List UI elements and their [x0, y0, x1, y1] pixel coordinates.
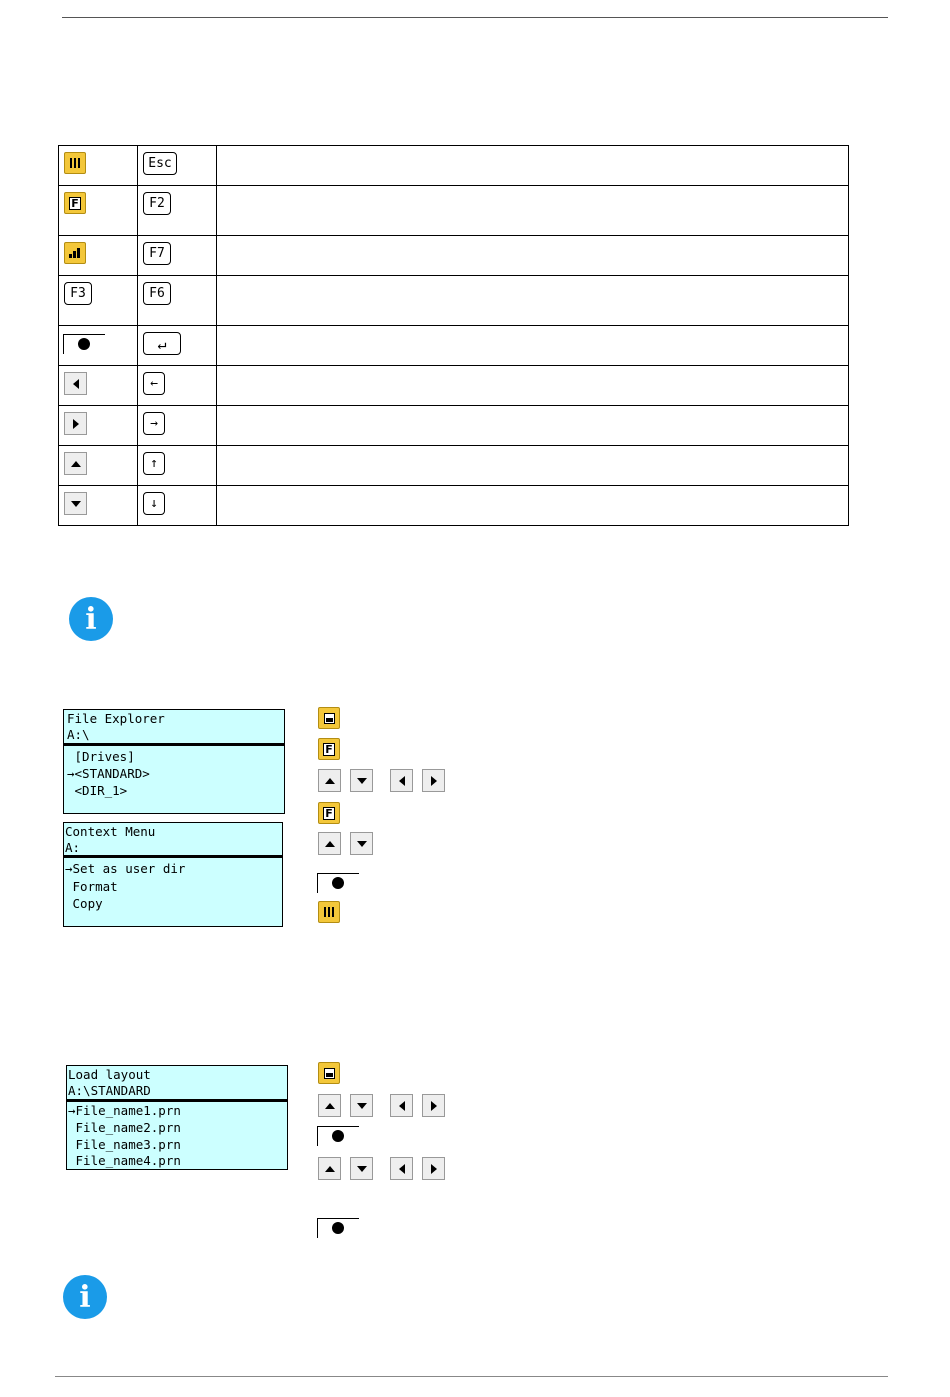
- arrow-left-key-icon: [390, 1094, 413, 1117]
- description-cell: [217, 326, 849, 366]
- list-item: [Drives]: [67, 749, 135, 764]
- description-cell: [217, 406, 849, 446]
- save-key-icon: [318, 1062, 340, 1084]
- arrow-right-key-icon: [64, 412, 87, 435]
- table-row: [59, 406, 849, 446]
- arrow-down-key-icon: [350, 1157, 373, 1180]
- display-title: Load layout: [68, 1067, 151, 1082]
- arrow-down-key-icon: [350, 769, 373, 792]
- feed-key-icon: [64, 242, 86, 264]
- menu-key-icon: [64, 152, 86, 174]
- display-title: File Explorer: [67, 711, 165, 726]
- esc-key-icon: Esc: [143, 152, 177, 175]
- table-row: [59, 186, 849, 236]
- enter-dot-key-icon: [317, 1126, 359, 1146]
- info-icon: i: [63, 1275, 107, 1319]
- arrow-right-key-icon: [422, 1094, 445, 1117]
- right-arrow-key-icon: →: [143, 412, 165, 435]
- arrow-down-key-icon: [350, 1094, 373, 1117]
- bottom-rule: [55, 1376, 888, 1377]
- load-layout-display: [66, 1065, 288, 1170]
- arrow-up-key-icon: [318, 1094, 341, 1117]
- f2-key-icon: F2: [143, 192, 171, 215]
- display-title: Context Menu: [65, 824, 156, 839]
- description-cell: [217, 236, 849, 276]
- table-row: [59, 366, 849, 406]
- key-assignment-table: [58, 145, 849, 526]
- table-row: [59, 236, 849, 276]
- arrow-up-key-icon: [318, 1157, 341, 1180]
- arrow-left-key-icon: [64, 372, 87, 395]
- f6-key-icon: F6: [143, 282, 171, 305]
- arrow-up-key-icon: [318, 769, 341, 792]
- display-path: A:\: [67, 727, 90, 742]
- description-cell: [217, 366, 849, 406]
- arrow-up-key-icon: [318, 832, 341, 855]
- display-path: A:\STANDARD: [68, 1083, 151, 1098]
- list-item: File_name2.prn: [68, 1120, 181, 1135]
- list-item: Copy: [65, 896, 103, 911]
- enter-dot-key-icon: [317, 1218, 359, 1238]
- top-rule: [62, 17, 888, 18]
- function-key-icon: F: [64, 192, 86, 214]
- table-row: [59, 326, 849, 366]
- function-key-icon: F: [318, 802, 340, 824]
- list-item: File_name3.prn: [68, 1137, 181, 1152]
- arrow-left-key-icon: [390, 769, 413, 792]
- table-row: [59, 276, 849, 326]
- f3-key-icon: F3: [64, 282, 92, 305]
- display-separator: [64, 743, 284, 746]
- table-row: [59, 146, 849, 186]
- description-cell: [217, 276, 849, 326]
- list-item-selected: →Set as user dir: [65, 861, 186, 876]
- arrow-down-key-icon: [350, 832, 373, 855]
- list-item: File_name4.prn: [68, 1153, 181, 1168]
- description-cell: [217, 146, 849, 186]
- list-item: <DIR_1>: [67, 783, 128, 798]
- arrow-down-key-icon: [64, 492, 87, 515]
- arrow-right-key-icon: [422, 1157, 445, 1180]
- table-row: [59, 486, 849, 526]
- enter-key-icon: ↵: [143, 332, 181, 355]
- arrow-left-key-icon: [390, 1157, 413, 1180]
- context-menu-display: [63, 822, 283, 927]
- table-row: [59, 446, 849, 486]
- arrow-right-key-icon: [422, 769, 445, 792]
- list-item-selected: →File_name1.prn: [68, 1103, 181, 1118]
- list-item: Format: [65, 879, 118, 894]
- menu-key-icon: [318, 901, 340, 923]
- description-cell: [217, 186, 849, 236]
- up-arrow-key-icon: ↑: [143, 452, 165, 475]
- description-cell: [217, 486, 849, 526]
- enter-dot-key-icon: [317, 873, 359, 893]
- save-key-icon: [318, 707, 340, 729]
- display-path: A:: [65, 840, 81, 855]
- f7-key-icon: F7: [143, 242, 171, 265]
- enter-dot-key-icon: [63, 334, 105, 354]
- left-arrow-key-icon: ←: [143, 372, 165, 395]
- description-cell: [217, 446, 849, 486]
- display-separator: [67, 1099, 287, 1102]
- list-item-selected: →<STANDARD>: [67, 766, 150, 781]
- info-icon: i: [69, 597, 113, 641]
- arrow-up-key-icon: [64, 452, 87, 475]
- down-arrow-key-icon: ↓: [143, 492, 165, 515]
- file-explorer-display: [63, 709, 285, 814]
- display-separator: [64, 855, 282, 858]
- function-key-icon: F: [318, 738, 340, 760]
